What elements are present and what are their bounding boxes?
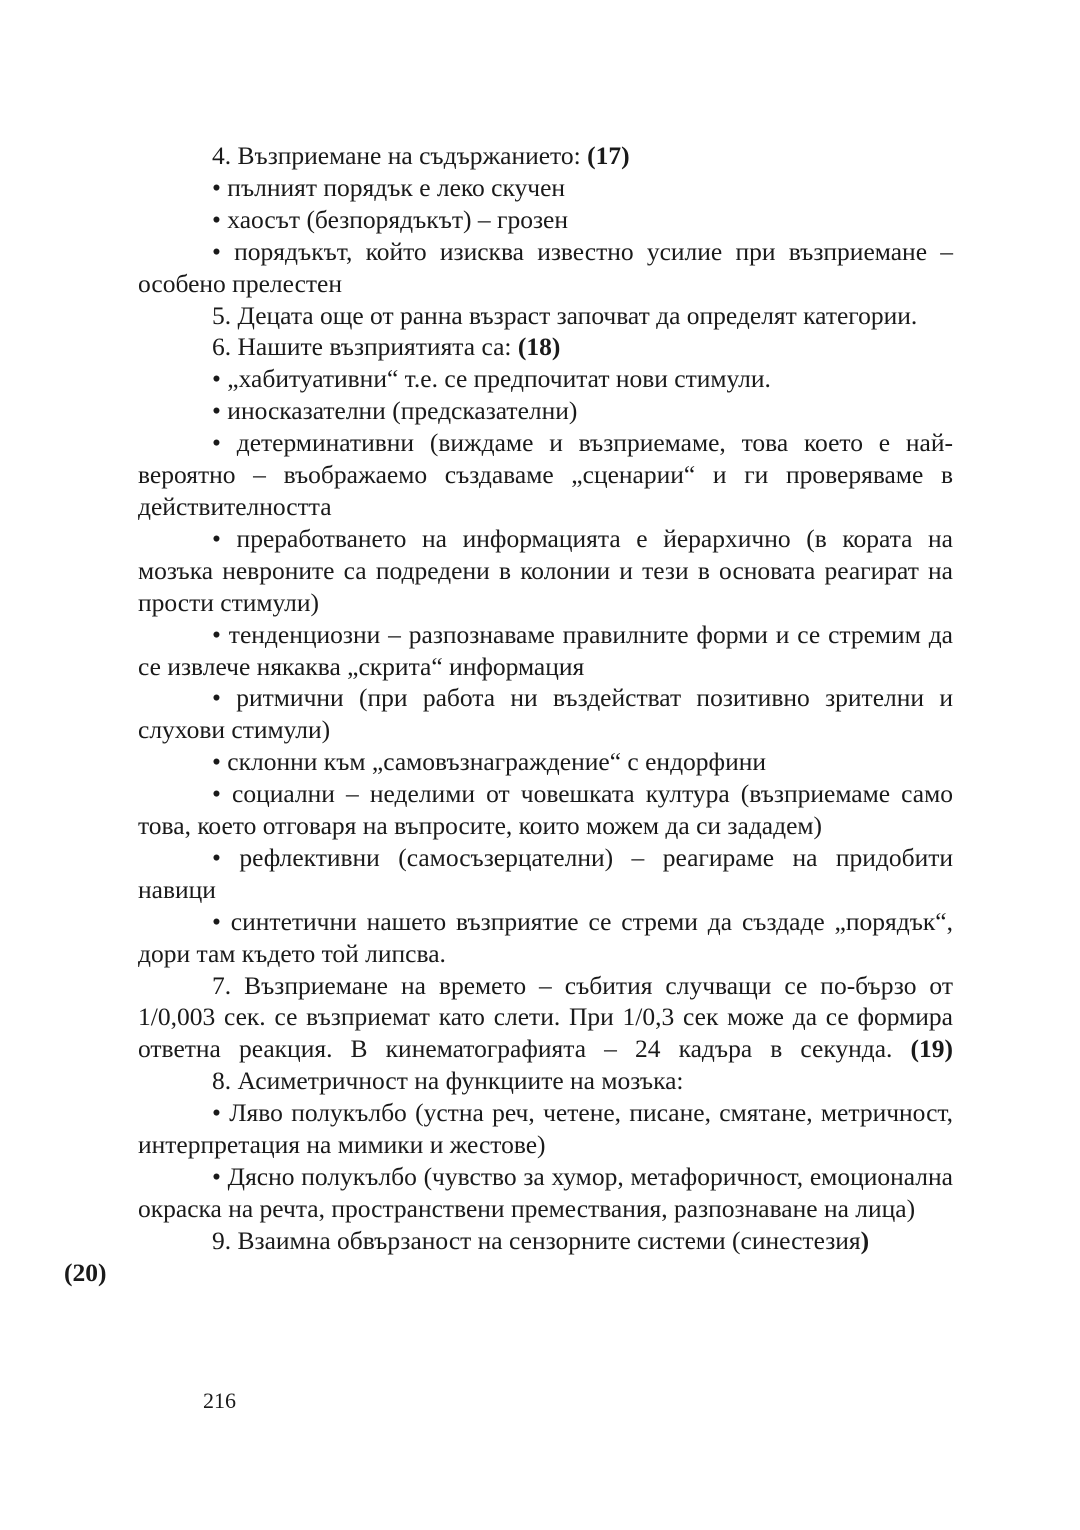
body-text [64,140,953,1289]
list-item-reflective: • рефлективни (самосъзерцателни) – реагираме на придобити навици [138,842,953,904]
list-item-hierarchical: • преработването на информацията е йерархично (в кората на мозъка невроните са подредени в колонии и тези в основата реагират на прости стимули) [138,523,953,617]
reference-18: (18) [517,332,561,362]
list-item-right-hemisphere: • Дясно полукълбо (чувство за хумор, метафоричност, емоционална окраска на речта, пространствени премествания, разпознаване на лица) [138,1162,953,1223]
reference-17: (17) [587,141,630,170]
list-item-full-order: • пълният порядък е леко скучен [212,172,566,202]
list-item-habituative: • „хабитуативни“ т.е. се предпочитат нови стимули. [212,364,771,394]
list-item-determinative: • детерминативни (виждаме и възприемаме, това което е най-вероятно – въображаемо създаваме „сценарии“ и ги проверяваме в действителността [138,428,953,521]
paragraph-brain-asymmetry: 8. Асиметричност на функциите на мозъка: [212,1066,684,1096]
list-item-social: • социални – неделими от човешката култура (възприемаме само това, което отговаря на въпросите, които можем да си зададем) [138,779,953,841]
list-item-predictive: • иносказателни (предсказателни) [212,396,578,426]
paragraph-children-categories: 5. Децата още от ранна възраст започват да определят категории. [212,300,918,330]
paragraph-our-perceptions: 6. Нашите възприятията са: (18) [212,332,561,362]
list-item-left-hemisphere: • Ляво полукълбо (устна реч, четене, писане, смятане, метричност, интерпретация на мимики и жестове) [138,1098,953,1160]
list-item-order-effort: • порядъкът, който изисква известно усилие при възприемане – особено прелестен [138,236,953,298]
reference-19: (19) [910,1034,953,1064]
paragraph-sensory-interconnection: 9. Взаимна обвързаност на сензорните системи (синестезия) (20) [64,1225,870,1287]
reference-20: (20) [64,1257,107,1287]
list-item-synthetic: • синтетични нашето възприятие се стреми да създаде „порядък“, дори там където той липсва. [138,906,953,968]
list-item-self-reward: • склонни към „самовъзнаграждение“ с ендорфини [212,747,767,777]
page-number: 216 [203,1388,236,1413]
list-item-chaos: • хаосът (безпорядъкът) – грозен [212,204,569,234]
paragraph-time-perception: 7. Възприемане на времето – събития случващи се по-бързо от 1/0,003 сек. се възприемат като слети. При 1/0,3 сек може да се формира ответна реакция. В кинематографията – 24 кадъра в секунда. (19) [138,970,953,1064]
list-item-rhythmic: • ритмични (при работа ни въздействат позитивно зрителни и слухови стимули) [138,683,953,745]
list-item-tendentious: • тенденциозни – разпознаваме правилните форми и се стремим да се извлече някаква „скрита“ информация [138,619,953,681]
paragraph-perception-of-content: 4. Възприемане на съдържанието: (17) [212,141,630,170]
